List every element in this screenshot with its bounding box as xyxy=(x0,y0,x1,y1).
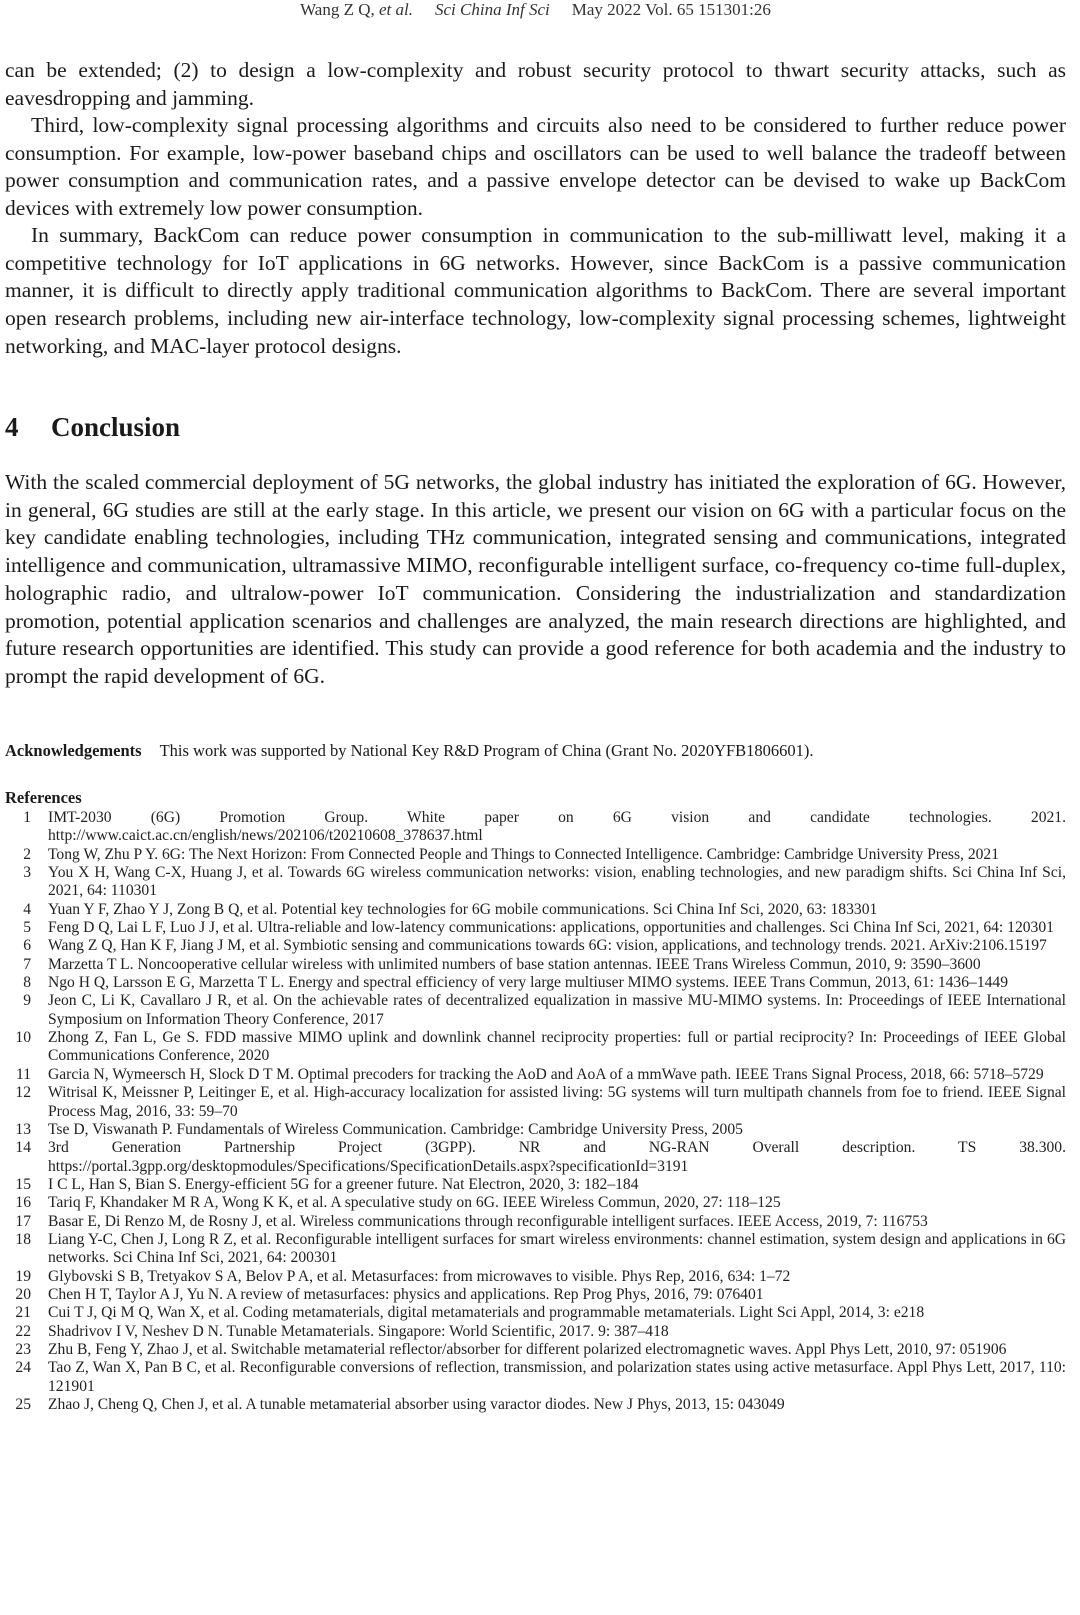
reference-item xyxy=(5,864,1066,901)
header-issue: May 2022 Vol. 65 151301:26 xyxy=(571,0,771,19)
reference-text: Zhu B, Feng Y, Zhao J, et al. Switchable metamaterial reflector/absorber for different polarized electromagnetic waves. Appl Phys Lett, 2010, 97: 051906 xyxy=(48,1340,1007,1358)
reference-number: 1 xyxy=(23,809,31,826)
reference-number: 17 xyxy=(15,1212,31,1230)
reference-text: Chen H T, Taylor A J, Yu N. A review of metasurfaces: physics and applications. Rep Prog Phys, 2016, 79: 076401 xyxy=(48,1285,764,1303)
reference-number: 24 xyxy=(15,1359,31,1377)
reference-number: 3 xyxy=(23,864,31,882)
reference-text: Zhong Z, Fan L, Ge S. FDD massive MIMO uplink and downlink channel reciprocity properties: full or partial reciprocity? In: Proceedings of IEEE Global Communications Conference, 2020 xyxy=(48,1029,1066,1065)
reference-text: Feng D Q, Lai L F, Luo J J, et al. Ultra-reliable and low-latency communications: applications, opportunities and challenges. Sci China Inf Sci, 2021, 64: 120301 xyxy=(48,919,1054,937)
reference-item xyxy=(5,809,1066,846)
body-paragraph-1: can be extended; (2) to design a low-complexity and robust security protocol to thwart security attacks, such as eavesdropping and jamming. xyxy=(5,58,1066,110)
reference-number: 12 xyxy=(15,1084,31,1102)
reference-text: Basar E, Di Renzo M, de Rosny J, et al. Wireless communications through reconfigurable intelligent surfaces. IEEE Access, 2019, 7: 116753 xyxy=(48,1212,928,1230)
reference-number: 14 xyxy=(15,1139,31,1157)
section-heading xyxy=(5,410,180,444)
reference-number: 20 xyxy=(15,1285,31,1303)
reference-item xyxy=(5,901,1066,919)
running-header xyxy=(5,0,1066,20)
reference-text: Shadrivov I V, Neshev D N. Tunable Metamaterials. Singapore: World Scientific, 2017. 9: 387–418 xyxy=(48,1322,669,1340)
reference-item xyxy=(5,1341,1066,1359)
reference-item xyxy=(5,919,1066,937)
reference-number: 23 xyxy=(15,1340,31,1358)
reference-item xyxy=(5,1213,1066,1231)
reference-text: Zhao J, Cheng Q, Chen J, et al. A tunable metamaterial absorber using varactor diodes. New J Phys, 2013, 15: 043049 xyxy=(48,1396,785,1413)
reference-item xyxy=(5,974,1066,992)
reference-item xyxy=(5,1066,1066,1084)
references-list xyxy=(5,809,1066,1414)
reference-item xyxy=(5,937,1066,955)
reference-text: Tao Z, Wan X, Pan B C, et al. Reconfigurable conversions of reflection, transmission, and polarization states using active metasurface. Appl Phys Lett, 2017, 110: 121901 xyxy=(48,1359,1066,1395)
reference-text: I C L, Han S, Bian S. Energy-efficient 5G for a greener future. Nat Electron, 2020, 3: 182–184 xyxy=(48,1175,639,1193)
reference-text: Wang Z Q, Han K F, Jiang J M, et al. Symbiotic sensing and communications towards 6G: vision, applications, and technology trends. 2021. ArXiv:2106.15197 xyxy=(48,937,1047,955)
reference-number: 10 xyxy=(15,1029,31,1047)
reference-text: Cui T J, Qi M Q, Wan X, et al. Coding metamaterials, digital metamaterials and programmable metamaterials. Light Sci Appl, 2014, 3: e218 xyxy=(48,1304,925,1322)
reference-text: Garcia N, Wymeersch H, Slock D T M. Optimal precoders for tracking the AoD and AoA of a mmWave path. IEEE Trans Signal Process, 2018, 66: 5718–5729 xyxy=(48,1065,1044,1083)
acknowledgements xyxy=(5,740,1066,762)
reference-text: Glybovski S B, Tretyakov S A, Belov P A, et al. Metasurfaces: from microwaves to visible. Phys Rep, 2016, 634: 1–72 xyxy=(48,1267,791,1285)
acknowledgements-label: Acknowledgements xyxy=(5,741,142,760)
reference-number: 5 xyxy=(23,919,31,937)
reference-item xyxy=(5,956,1066,974)
body-paragraph-2: Third, low-complexity signal processing algorithms and circuits also need to be considered to further reduce power consumption. For example, low-power baseband chips and oscillators can be used to well balance the tradeoff between power consumption and communication rates, and a passive envelope detector can be devised to wake up BackCom devices with extremely low power consumption. xyxy=(5,113,1066,221)
reference-item xyxy=(5,1176,1066,1194)
reference-text: Liang Y-C, Chen J, Long R Z, et al. Reconfigurable intelligent surfaces for smart wireless environments: channel estimation, system design and applications in 6G networks. Sci China Inf Sci, 2021, 64: 200301 xyxy=(48,1230,1066,1267)
header-etal: et al. xyxy=(379,0,413,19)
reference-item xyxy=(5,1304,1066,1322)
reference-number: 18 xyxy=(15,1230,31,1248)
paper-page xyxy=(5,0,1066,1615)
reference-text: Tse D, Viswanath P. Fundamentals of Wireless Communication. Cambridge: Cambridge University Press, 2005 xyxy=(48,1120,743,1138)
reference-text: 3rd Generation Partnership Project (3GPP). NR and NG-RAN Overall description. TS 38.300. https://portal.3gpp.org/desktopmodules/Specifications/SpecificationDetails.aspx?specificationId=3191 xyxy=(48,1139,1066,1175)
reference-number: 16 xyxy=(15,1194,31,1212)
header-journal: Sci China Inf Sci xyxy=(435,0,550,19)
reference-item xyxy=(5,1359,1066,1396)
reference-text: Ngo H Q, Larsson E G, Marzetta T L. Energy and spectral efficiency of very large multiuser MIMO systems. IEEE Trans Commun, 2013, 61: 1436–1449 xyxy=(48,974,1009,992)
reference-number: 7 xyxy=(23,955,31,973)
reference-item xyxy=(5,1323,1066,1341)
reference-item xyxy=(5,1286,1066,1304)
reference-item xyxy=(5,992,1066,1029)
reference-item xyxy=(5,1268,1066,1286)
reference-item xyxy=(5,1231,1066,1268)
reference-item xyxy=(5,1121,1066,1139)
reference-number: 11 xyxy=(15,1065,31,1083)
reference-number: 6 xyxy=(23,937,31,955)
reference-item xyxy=(5,846,1066,864)
body-paragraph-3: In summary, BackCom can reduce power consumption in communication to the sub-milliwatt level, making it a competitive technology for IoT applications in 6G networks. However, since BackCom is a passive communication manner, it is difficult to directly apply traditional communication algorithms to BackCom. There are several important open research problems, including new air-interface technology, low-complexity signal processing schemes, lightweight networking, and MAC-layer protocol designs. xyxy=(5,223,1066,358)
reference-number: 22 xyxy=(15,1322,31,1340)
reference-item xyxy=(5,1139,1066,1176)
reference-number: 19 xyxy=(15,1267,31,1285)
reference-number: 4 xyxy=(23,900,31,918)
reference-text: Yuan Y F, Zhao Y J, Zong B Q, et al. Potential key technologies for 6G mobile communications. Sci China Inf Sci, 2020, 63: 183301 xyxy=(48,900,878,918)
reference-number: 9 xyxy=(23,992,31,1010)
reference-text: Witrisal K, Meissner P, Leitinger E, et al. High-accuracy localization for assisted living: 5G systems will turn multipath channels from foe to friend. IEEE Signal Process Mag, 2016, 33: 59–70 xyxy=(48,1084,1066,1120)
conclusion-paragraph: With the scaled commercial deployment of 5G networks, the global industry has initiated the exploration of 6G. However, in general, 6G studies are still at the early stage. In this article, we present our vision on 6G with a particular focus on the key candidate enabling technologies, including THz communication, integrated sensing and communications, integrated intelligence and communication, ultramassive MIMO, reconfigurable intelligent surface, co-frequency co-time full-duplex, holographic radio, and ultralow-power IoT communication. Considering the industrialization and standardization promotion, potential application scenarios and challenges are analyzed, the main research directions are highlighted, and future research opportunities are identified. This study can provide a good reference for both academia and the industry to prompt the rapid development of 6G. xyxy=(5,470,1066,688)
reference-number: 21 xyxy=(15,1304,31,1322)
acknowledgements-text: This work was supported by National Key R&D Program of China (Grant No. 2020YFB1806601). xyxy=(159,741,814,760)
reference-item xyxy=(5,1084,1066,1121)
section-number: 4 xyxy=(5,412,19,442)
reference-text: Jeon C, Li K, Cavallaro J R, et al. On the achievable rates of decentralized equalization in massive MU-MIMO systems. In: Proceedings of IEEE International Symposium on Information Theory Conference, 2017 xyxy=(48,992,1066,1028)
reference-number: 8 xyxy=(23,974,31,992)
reference-item xyxy=(5,1029,1066,1066)
reference-text: Tariq F, Khandaker M R A, Wong K K, et al. A speculative study on 6G. IEEE Wireless Commun, 2020, 27: 118–125 xyxy=(48,1194,781,1212)
header-authors: Wang Z Q, xyxy=(300,0,379,19)
reference-text: You X H, Wang C-X, Huang J, et al. Towards 6G wireless communication networks: vision, enabling technologies, and new paradigm shifts. Sci China Inf Sci, 2021, 64: 110301 xyxy=(48,864,1066,900)
reference-number: 25 xyxy=(15,1396,31,1413)
reference-text: Marzetta T L. Noncooperative cellular wireless with unlimited numbers of base station antennas. IEEE Trans Wireless Commun, 2010, 9: 3590–3600 xyxy=(48,955,981,973)
reference-text: IMT-2030 (6G) Promotion Group. White paper on 6G vision and candidate technologies. 2021. http://www.caict.ac.cn/english/news/202106/t20210608_378637.html xyxy=(48,809,1066,845)
references-heading: References xyxy=(5,788,82,807)
reference-item xyxy=(5,1194,1066,1212)
reference-text: Tong W, Zhu P Y. 6G: The Next Horizon: From Connected People and Things to Connected Intelligence. Cambridge: Cambridge University Press, 2021 xyxy=(48,845,1000,863)
section-title: Conclusion xyxy=(51,412,181,442)
reference-number: 2 xyxy=(23,845,31,863)
reference-number: 13 xyxy=(15,1120,31,1138)
reference-item xyxy=(5,1396,1066,1414)
reference-number: 15 xyxy=(15,1175,31,1193)
